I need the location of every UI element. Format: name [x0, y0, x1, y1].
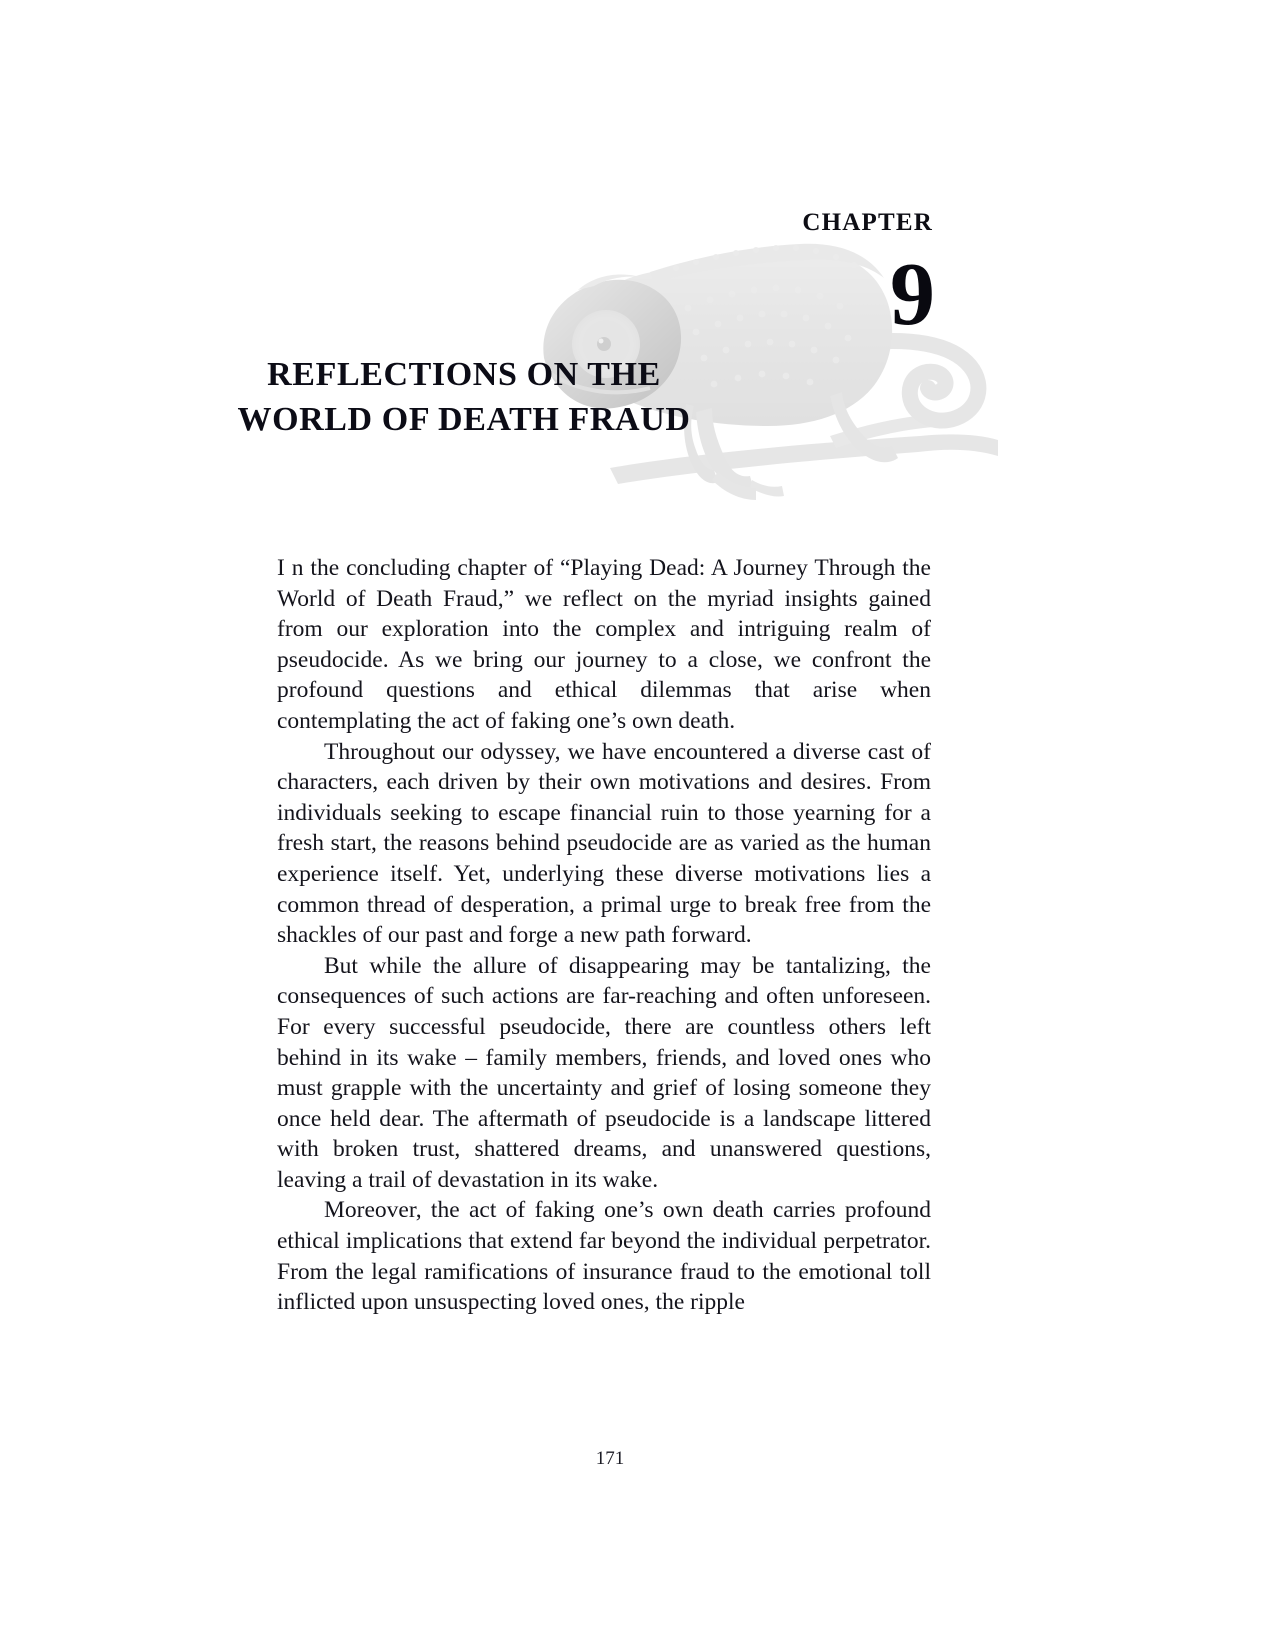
chapter-label: CHAPTER: [802, 209, 933, 236]
chapter-number: 9: [890, 245, 935, 344]
chapter-title-line-1: REFLECTIONS ON THE: [267, 356, 661, 393]
chapter-opener: [0, 0, 1275, 520]
paragraph: But while the allure of disappearing may be tantalizing, the consequences of such actions are far-reaching and often unforeseen. For every successful pseudocide, there are countless others left behind in its wake – family members, friends, and loved ones who must grapple with the uncertainty and grief of losing someone they once held dear. The aftermath of pseudocide is a landscape littered with broken trust, shattered dreams, and unanswered questions, leaving a trail of devastation in its wake.: [277, 952, 931, 1193]
paragraph: I n the concluding chapter of “Playing Dead: A Journey Through the World of Death Fraud,” we reflect on the myriad insights gained from our exploration into the complex and intriguing realm of pseudocide. As we bring our journey to a close, we confront the profound questions and ethical dilemmas that arise when contemplating the act of faking one’s own death.: [277, 555, 931, 734]
chapter-title: [0, 352, 928, 442]
paragraph: Throughout our odyssey, we have encountered a diverse cast of characters, each driven by their own motivations and desires. From individuals seeking to escape financial ruin to those yearning for a fresh start, the reasons behind pseudocide are as varied as the human experience itself. Yet, underlying these diverse motivations lies a common thread of desperation, a primal urge to break free from the shackles of our past and forge a new path forward.: [277, 738, 931, 949]
page-number: 171: [595, 1448, 625, 1469]
body-text-column: [277, 553, 931, 1318]
chapter-title-line-2: WORLD OF DEATH FRAUD: [237, 401, 691, 438]
paragraph: Moreover, the act of faking one’s own death carries profound ethical implications that extend far beyond the individual perpetrator. From the legal ramifications of insurance fraud to the emotional toll inflicted upon unsuspecting loved ones, the ripple: [277, 1197, 931, 1316]
